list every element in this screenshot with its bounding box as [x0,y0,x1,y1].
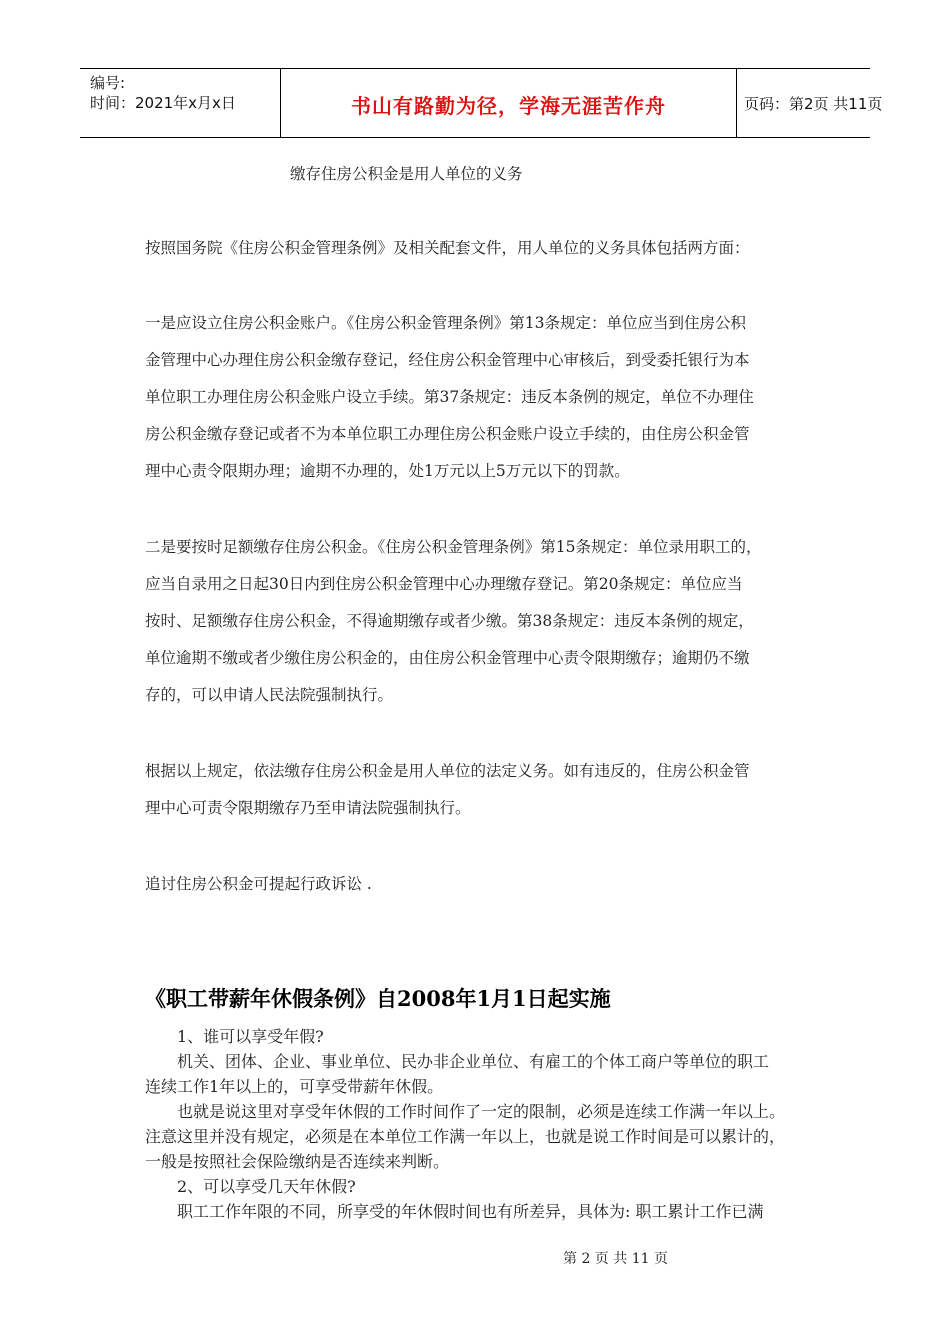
para2-line: 应当自录用之日起30日内到住房公积金管理中心办理缴存登记。第20条规定：单位应当 [145,575,743,593]
header-meta-cell [80,69,280,137]
para1-line: 一是应设立住房公积金账户。《住房公积金管理条例》第13条规定：单位应当到住房公积 [145,314,746,332]
section2-line: 职工工作年限的不同，所享受的年休假时间也有所差异，具体为: 职工累计工作已满 [177,1202,764,1221]
section2-line: 连续工作1年以上的，可享受带薪年休假。 [145,1077,444,1096]
para3-line: 根据以上规定，依法缴存住房公积金是用人单位的法定义务。如有违反的，住房公积金管 [145,762,750,780]
section2-line: 也就是说这里对享受年休假的工作时间作了一定的限制，必须是连续工作满一年以上。 [177,1102,786,1121]
document-time-label: 时间：2021年x月x日 [90,94,236,112]
header-page-number: 页码：第2页 共11页 [744,95,883,113]
page-footer: 第 2 页 共 11 页 [563,1251,668,1267]
para1-line: 单位职工办理住房公积金账户设立手续。第37条规定：违反本条例的规定，单位不办理住 [145,388,754,406]
para2-line: 按时、足额缴存住房公积金，不得逾期缴存或者少缴。第38条规定：违反本条例的规定， [145,612,754,630]
para1-line: 房公积金缴存登记或者不为本单位职工办理住房公积金账户设立手续的，由住房公积金管 [145,425,750,443]
para2-line: 二是要按时足额缴存住房公积金。《住房公积金管理条例》第15条规定：单位录用职工的， [145,538,762,556]
para4-line: 追讨住房公积金可提起行政诉讼 . [145,875,372,893]
para1-line: 金管理中心办理住房公积金缴存登记，经住房公积金管理中心审核后，到受委托银行为本 [145,351,750,369]
section1-intro: 按照国务院《住房公积金管理条例》及相关配套文件，用人单位的义务具体包括两方面： [145,239,750,257]
header-motto: 书山有路勤为径，学海无涯苦作舟 [351,94,666,118]
para3-line: 理中心可责令限期缴存乃至申请法院强制执行。 [145,799,471,817]
header-motto-cell [280,69,737,137]
section2-line: 机关、团体、企业、事业单位、民办非企业单位、有雇工的个体工商户等单位的职工 [177,1052,770,1071]
document-header [80,68,883,138]
document-number-label: 编号: [90,74,126,92]
section2-line: 一般是按照社会保险缴纳是否连续来判断。 [145,1152,450,1171]
para1-line: 理中心责令限期办理；逾期不办理的，处1万元以上5万元以下的罚款。 [145,462,630,480]
para2-line: 存的，可以申请人民法院强制执行。 [145,686,394,704]
section2-title: 《职工带薪年休假条例》自2008年1月1日起实施 [145,986,611,1011]
section2-line: 注意这里并没有规定，必须是在本单位工作满一年以上，也就是说工作时间是可以累计的， [145,1127,786,1146]
section1-title: 缴存住房公积金是用人单位的义务 [290,165,523,183]
para2-line: 单位逾期不缴或者少缴住房公积金的，由住房公积金管理中心责令限期缴存；逾期仍不缴 [145,649,750,667]
section2-line: 1、谁可以享受年假? [177,1027,324,1046]
section2-line: 2、可以享受几天年休假? [177,1177,356,1196]
header-page-cell [736,69,883,137]
